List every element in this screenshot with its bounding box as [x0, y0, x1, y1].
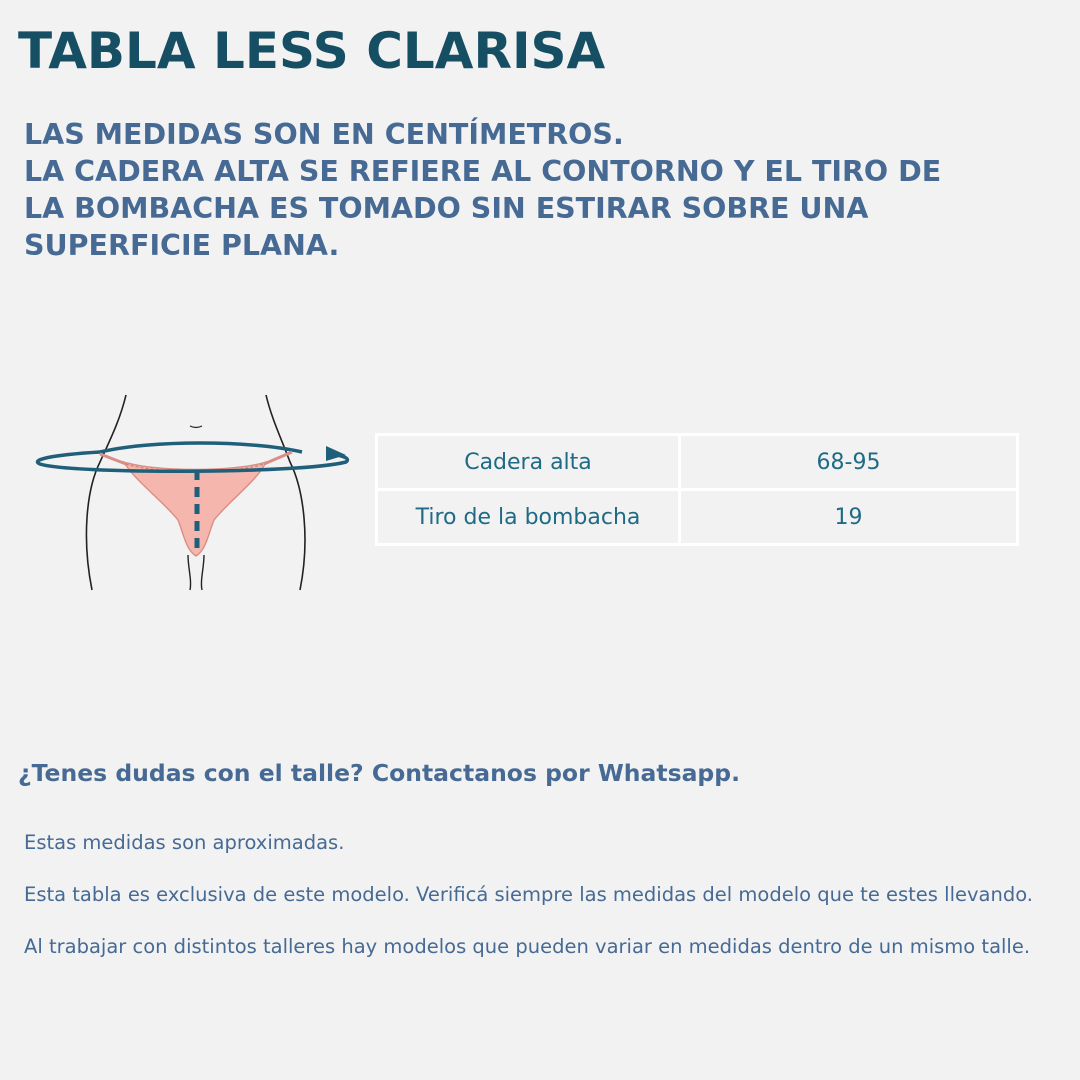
body-outline-right — [266, 395, 305, 590]
hip-measure-arrowhead — [326, 446, 346, 461]
intro-line-2: LA CADERA ALTA SE REFIERE AL CONTORNO Y EL TIRO DE — [24, 155, 942, 188]
garment-strap-left — [100, 454, 126, 464]
measure-label: Cadera alta — [377, 435, 680, 490]
measure-value: 68-95 — [680, 435, 1018, 490]
table-row — [377, 435, 1018, 490]
table-row — [377, 490, 1018, 545]
size-table — [375, 433, 1019, 546]
thong-measurement-illustration-icon — [30, 390, 360, 595]
page-title: TABLA LESS CLARISA — [18, 22, 606, 80]
hip-measure-front — [38, 452, 348, 471]
disclaimer-notes — [24, 830, 1044, 986]
navel-mark — [190, 426, 202, 428]
leg-inner-right — [201, 555, 204, 590]
whatsapp-contact-text: ¿Tenes dudas con el talle? Contactanos por Whatsapp. — [18, 759, 741, 787]
note-workshop-variation: Al trabajar con distintos talleres hay modelos que pueden variar en medidas dentro de un mismo talle. — [24, 935, 1031, 958]
intro-line-3: LA BOMBACHA ES TOMADO SIN ESTIRAR SOBRE UNA — [24, 192, 869, 225]
measure-label: Tiro de la bombacha — [377, 490, 680, 545]
leg-inner-left — [188, 555, 191, 590]
intro-line-1: LAS MEDIDAS SON EN CENTÍMETROS. — [24, 118, 624, 151]
body-outline-left — [86, 395, 126, 590]
intro-line-4: SUPERFICIE PLANA. — [24, 229, 340, 262]
note-model-exclusive: Esta tabla es exclusiva de este modelo. Verificá siempre las medidas del modelo que te estes llevando. — [24, 883, 1034, 906]
measure-value: 19 — [680, 490, 1018, 545]
measurement-intro — [24, 116, 984, 264]
note-approximate: Estas medidas son aproximadas. — [24, 831, 345, 854]
hip-measure-back — [100, 443, 302, 452]
